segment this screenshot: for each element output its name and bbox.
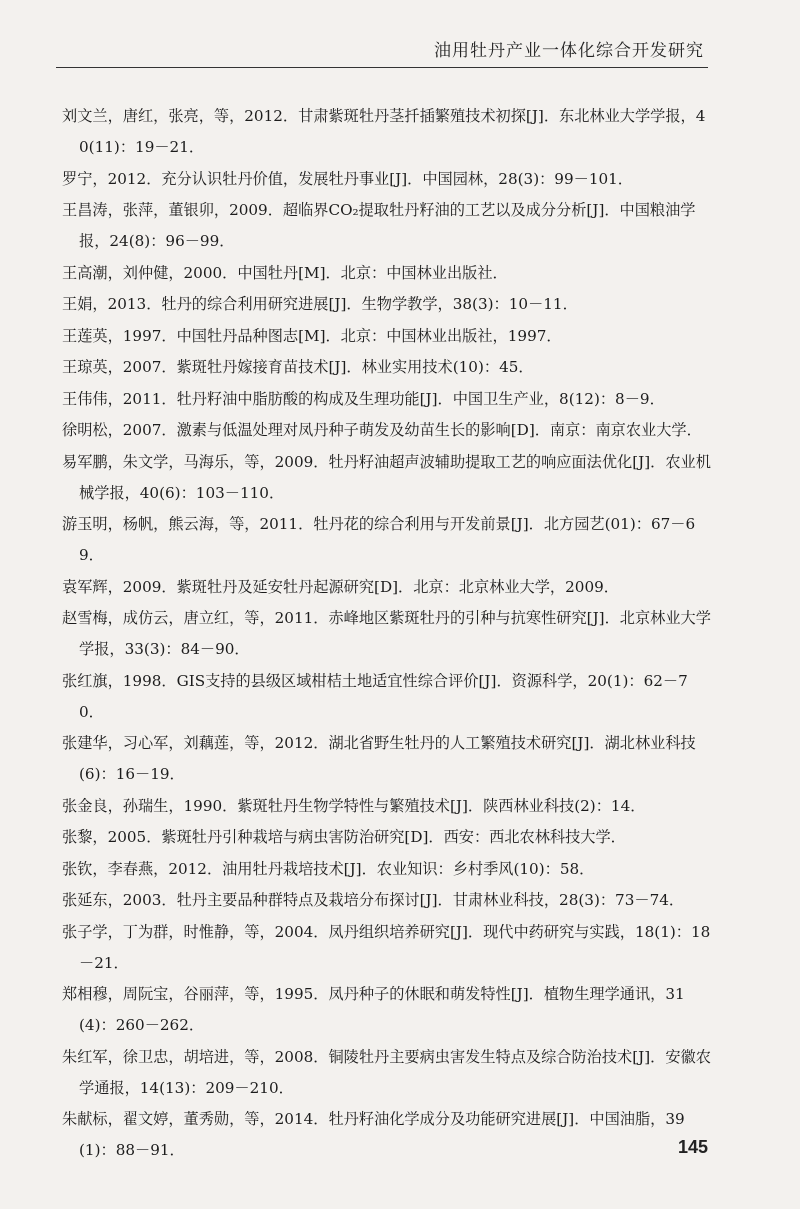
reference-entry: 张延东，2003．牡丹主要品种群特点及栽培分布探讨[J]．甘肃林业科技，28(3)：73－74． [62,891,685,909]
reference-entry: 王高潮，刘仲健，2000．中国牡丹[M]．北京：中国林业出版社． [62,263,508,282]
reference-entry: 王昌涛，张萍，董银卯，2009．超临界CO₂提取牡丹籽油的工艺以及成分分析[J]．中国粮油学报，24(8)：96－99． [62,201,696,250]
page-number: 145 [677,1137,708,1157]
reference-entry: 朱红军，徐卫忠，胡培进，等，2008．铜陵牡丹主要病虫害发生特点及综合防治技术[J]．安徽农学通报，14(13)：209－210． [62,1047,711,1097]
reference-entry: 王娟，2013．牡丹的综合利用研究进展[J]．生物学教学，38(3)：10－11． [62,295,578,313]
reference-entry: 刘文兰，唐红，张亮，等，2012．甘肃紫斑牡丹茎扦插繁殖技术初探[J]．东北林业大学学报，40(11)：19－21． [62,107,706,156]
reference-list [62,101,712,1167]
reference-entry: 王莲英，1997．中国牡丹品种图志[M]．北京：中国林业出版社，1997． [62,326,562,345]
reference-entry: 赵雪梅，成仿云，唐立红，等，2011．赤峰地区紫斑牡丹的引种与抗寒性研究[J]．北京林业大学学报，33(3)：84－90． [62,609,711,658]
reference-entry: 张建华，习心军，刘藕莲，等，2012．湖北省野生牡丹的人工繁殖技术研究[J]．湖北林业科技(6)：16－19． [62,734,696,783]
reference-entry: 徐明松，2007．激素与低温处理对凤丹种子萌发及幼苗生长的影响[D]．南京：南京农业大学． [62,421,702,439]
reference-entry: 张红旗，1998．GIS支持的县级区域柑桔土地适宜性综合评价[J]．资源科学，20(1)：62－70． [62,671,688,721]
running-title: 油用牡丹产业一体化综合开发研究 [434,41,704,61]
reference-entry: 罗宁，2012．充分认识牡丹价值，发展牡丹事业[J]．中国园林，28(3)：99－101． [62,169,633,188]
reference-entry: 张黎，2005．紫斑牡丹引种栽培与病虫害防治研究[D]．西安：西北农林科技大学． [62,828,626,846]
reference-entry: 郑相穆，周阮宝，谷丽萍，等，1995．凤丹种子的休眠和萌发特性[J]．植物生理学通讯，31(4)：260－262． [62,985,685,1034]
reference-entry: 游玉明，杨帆，熊云海，等，2011．牡丹花的综合利用与开发前景[J]．北方园艺(01)：67－69． [62,515,696,564]
reference-entry: 易军鹏，朱文学，马海乐，等，2009．牡丹籽油超声波辅助提取工艺的响应面法优化[J]．农业机械学报，40(6)：103－110． [62,452,711,502]
reference-entry: 袁军辉，2009．紫斑牡丹及延安牡丹起源研究[D]．北京：北京林业大学，2009． [62,577,619,596]
reference-entry: 王伟伟，2011．牡丹籽油中脂肪酸的构成及生理功能[J]．中国卫生产业，8(12)：8－9． [62,389,665,408]
reference-entry: 王琼英，2007．紫斑牡丹嫁接育苗技术[J]．林业实用技术(10)：45． [62,358,534,376]
reference-entry: 张子学，丁为群，时惟静，等，2004．凤丹组织培养研究[J]．现代中药研究与实践，18(1)：18－21． [62,922,711,972]
header-rule [56,67,708,68]
reference-entry: 朱献标，翟文婷，董秀勋，等，2014．牡丹籽油化学成分及功能研究进展[J]．中国油脂，39(1)：88－91． [62,1110,685,1159]
reference-entry: 张金良，孙瑞生，1990．紫斑牡丹生物学特性与繁殖技术[J]．陕西林业科技(2)：14． [62,796,646,815]
reference-entry: 张钦，李春燕，2012．油用牡丹栽培技术[J]．农业知识：乡村季风(10)：58． [62,859,595,878]
